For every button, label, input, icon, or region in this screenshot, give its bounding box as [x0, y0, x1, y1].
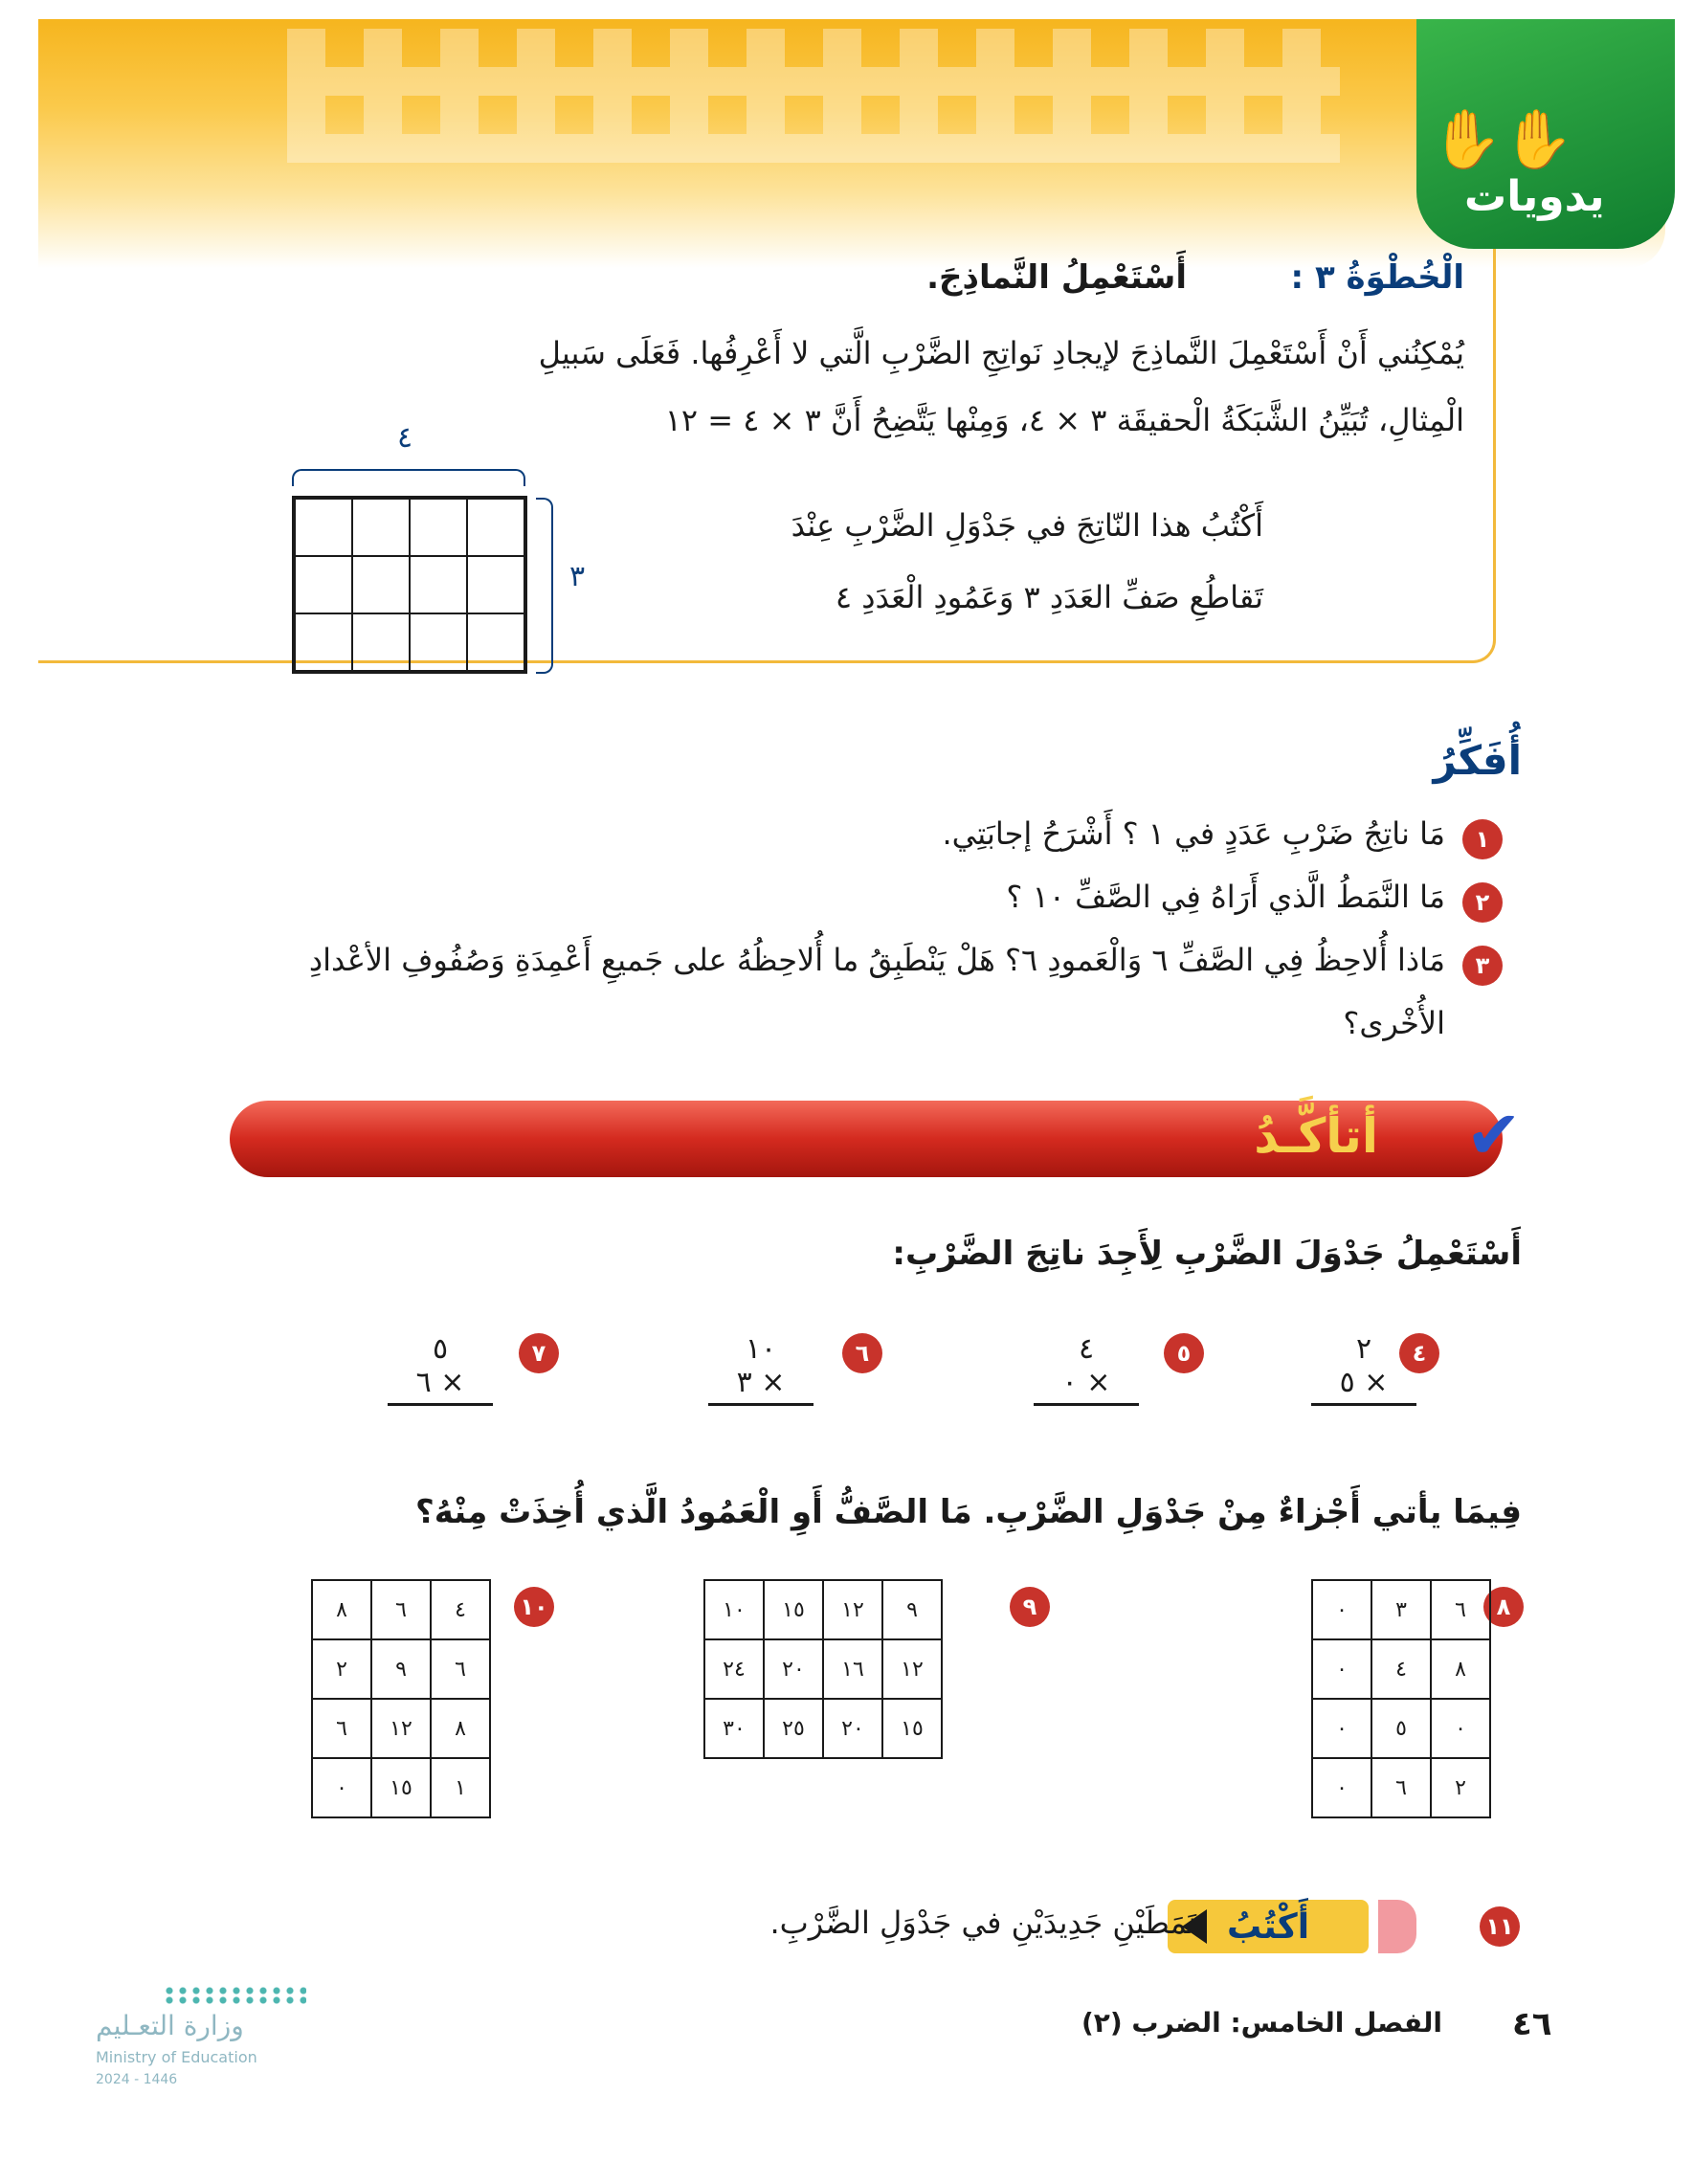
question-text: مَاذا أُلاحِظُ فِي الصَّفِّ ٦ وَالْعَمودِ ٦؟ هَلْ يَنْطَبِقُ ما أُلاحِظُهُ على جَميعِ أَعْمِدَةِ وَصُفُوفِ الأعْدادِ: [308, 942, 1445, 978]
pencil-eraser: [1378, 1900, 1416, 1953]
exercise-number: ١١: [1480, 1906, 1520, 1947]
table-cell: ١٠: [704, 1580, 764, 1639]
table-cell: ١: [431, 1758, 490, 1817]
multiplier: ٠ ×: [1061, 1366, 1111, 1399]
table-cell: ٢: [312, 1639, 371, 1699]
table-cell: ٠: [1431, 1699, 1490, 1758]
table-cell: ١٥: [371, 1758, 431, 1817]
check-icon: ✔: [1465, 1096, 1522, 1174]
step-text-line: أَكْتُبُ هذا النّاتِجَ في جَدْوَلِ الضَّرْبِ عِنْدَ: [791, 507, 1263, 544]
exercise-number: ٦: [842, 1333, 882, 1373]
table-cell: ٢٥: [764, 1699, 823, 1758]
question-number: ١: [1462, 819, 1503, 859]
hands-icon: ✋✋: [1431, 106, 1574, 173]
table-cell: ٣: [1371, 1580, 1431, 1639]
ministry-name-ar: وزارة التعـليم: [96, 2010, 244, 2041]
chapter-title: الفصل الخامس: الضرب (٢): [1081, 2007, 1442, 2039]
multiplication-problem: [388, 1332, 493, 1406]
table-cell: ٢٠: [764, 1639, 823, 1699]
exercise-number: ٩: [1010, 1587, 1050, 1627]
exercise-number: ٥: [1164, 1333, 1204, 1373]
table-cell: ٠: [312, 1758, 371, 1817]
table-cell: ١٥: [882, 1699, 942, 1758]
table-fragment: [1311, 1579, 1491, 1818]
question-number: ٢: [1462, 882, 1503, 923]
exercise-instruction: أَسْتَعْمِلُ جَدْوَلَ الضَّرْبِ لِأَجِدَ ناتِجَ الضَّرْبِ:: [892, 1235, 1522, 1273]
table-cell: ٢٤: [704, 1639, 764, 1699]
table-cell: ٠: [1312, 1699, 1371, 1758]
write-prompt: نَمَطَيْنِ جَدِيدَيْنِ في جَدْوَلِ الضَّرْبِ.: [769, 1905, 1196, 1941]
confirm-label: أتأكَّـدُ: [1254, 1108, 1378, 1164]
multiplier: ٣ ×: [736, 1366, 786, 1399]
table-cell: ٠: [1312, 1639, 1371, 1699]
multiplication-problem: [708, 1332, 814, 1406]
question-text: مَا النَّمَطُ الَّذي أَرَاهُ فِي الصَّفِّ ١٠ ؟: [1006, 879, 1445, 915]
table-cell: ٢٠: [823, 1699, 882, 1758]
write-label: أَكْتُبُ: [1168, 1900, 1369, 1953]
table-cell: ٦: [1371, 1758, 1431, 1817]
table-cell: ٠: [1312, 1580, 1371, 1639]
multiplication-problem: [1311, 1332, 1416, 1406]
table-cell: ٢: [1431, 1758, 1490, 1817]
step-text-line: تَقاطُعِ صَفِّ العَدَدِ ٣ وَعَمُودِ الْعَدَدِ ٤: [835, 579, 1263, 615]
table-cell: ٤: [1371, 1639, 1431, 1699]
ministry-year: 2024 - 1446: [96, 2072, 178, 2087]
multiplier: ٦ ×: [415, 1366, 465, 1399]
multiplicand: ٤: [1078, 1332, 1095, 1366]
tab-label: يدويات: [1464, 172, 1605, 221]
table-cell: ٦: [371, 1580, 431, 1639]
question-text: مَا ناتِجُ ضَرْبِ عَدَدٍ في ١ ؟ أَشْرَحُ إجابَتِي.: [942, 815, 1445, 852]
table-fragment: [703, 1579, 943, 1759]
ministry-logo: [163, 1986, 306, 2005]
multiplicand: ٥: [432, 1332, 449, 1366]
grid-columns-label: ٤: [397, 421, 413, 455]
table-cell: ٠: [1312, 1758, 1371, 1817]
table-cell: ٨: [431, 1699, 490, 1758]
step-box: [38, 249, 1496, 663]
multiplicand: ٢: [1355, 1332, 1372, 1366]
page-number: ٤٦: [1512, 2005, 1552, 2043]
ministry-name-en: Ministry of Education: [96, 2048, 257, 2066]
exercise-number: ٧: [519, 1333, 559, 1373]
question-text-continued: الأُخْرى؟: [1343, 1005, 1445, 1041]
exercise-number: ٨: [1483, 1587, 1524, 1627]
step-title: الْخُطْوَةُ ٣ :: [1290, 258, 1464, 297]
exercise-number: ٤: [1399, 1333, 1439, 1373]
think-title: أُفَكِّرُ: [1433, 737, 1522, 784]
table-cell: ١٢: [823, 1580, 882, 1639]
table-cell: ١٢: [371, 1699, 431, 1758]
table-parts-question: فِيمَا يأتي أَجْزاءٌ مِنْ جَدْوَلِ الضَّرْبِ. مَا الصَّفُّ أَوِ الْعَمُودُ الَّذي أُخِذَتْ مِنْهُ؟: [414, 1493, 1522, 1531]
question-number: ٣: [1462, 946, 1503, 986]
table-cell: ٩: [882, 1580, 942, 1639]
table-cell: ٥: [1371, 1699, 1431, 1758]
multiplicand: ١٠: [745, 1332, 777, 1366]
table-cell: ١٢: [882, 1639, 942, 1699]
table-cell: ٦: [1431, 1580, 1490, 1639]
grid-rows-label: ٣: [569, 560, 586, 593]
area-model-grid: [292, 496, 527, 674]
step-text-line: يُمْكِنُني أَنْ أَسْتَعْمِلَ النَّماذِجَ لإيجادِ نَواتِجِ الضَّرْبِ الَّتي لا أَعْرِفُها. فَعَلَى سَبيلِ: [538, 335, 1464, 371]
table-cell: ٣٠: [704, 1699, 764, 1758]
table-fragment: [311, 1579, 491, 1818]
step-heading: أَسْتَعْمِلُ النَّماذِجَ.: [926, 258, 1187, 297]
table-cell: ١٦: [823, 1639, 882, 1699]
table-cell: ٩: [371, 1639, 431, 1699]
table-cell: ١٥: [764, 1580, 823, 1639]
step-text-line: الْمِثالِ، تُبَيِّنُ الشَّبَكَةُ الْحقيقَة ٣ × ٤، وَمِنْها يَتَّضِحُ أَنَّ ٣ × ٤ = ١٢: [664, 402, 1464, 438]
brace-right: [536, 498, 553, 674]
table-cell: ٨: [312, 1580, 371, 1639]
table-cell: ٤: [431, 1580, 490, 1639]
table-cell: ٦: [312, 1699, 371, 1758]
banner-pattern: [287, 29, 1340, 163]
multiplier: ٥ ×: [1339, 1366, 1389, 1399]
table-cell: ٨: [1431, 1639, 1490, 1699]
table-cell: ٦: [431, 1639, 490, 1699]
exercise-number: ١٠: [514, 1587, 554, 1627]
brace-top: [292, 469, 525, 486]
multiplication-problem: [1034, 1332, 1139, 1406]
